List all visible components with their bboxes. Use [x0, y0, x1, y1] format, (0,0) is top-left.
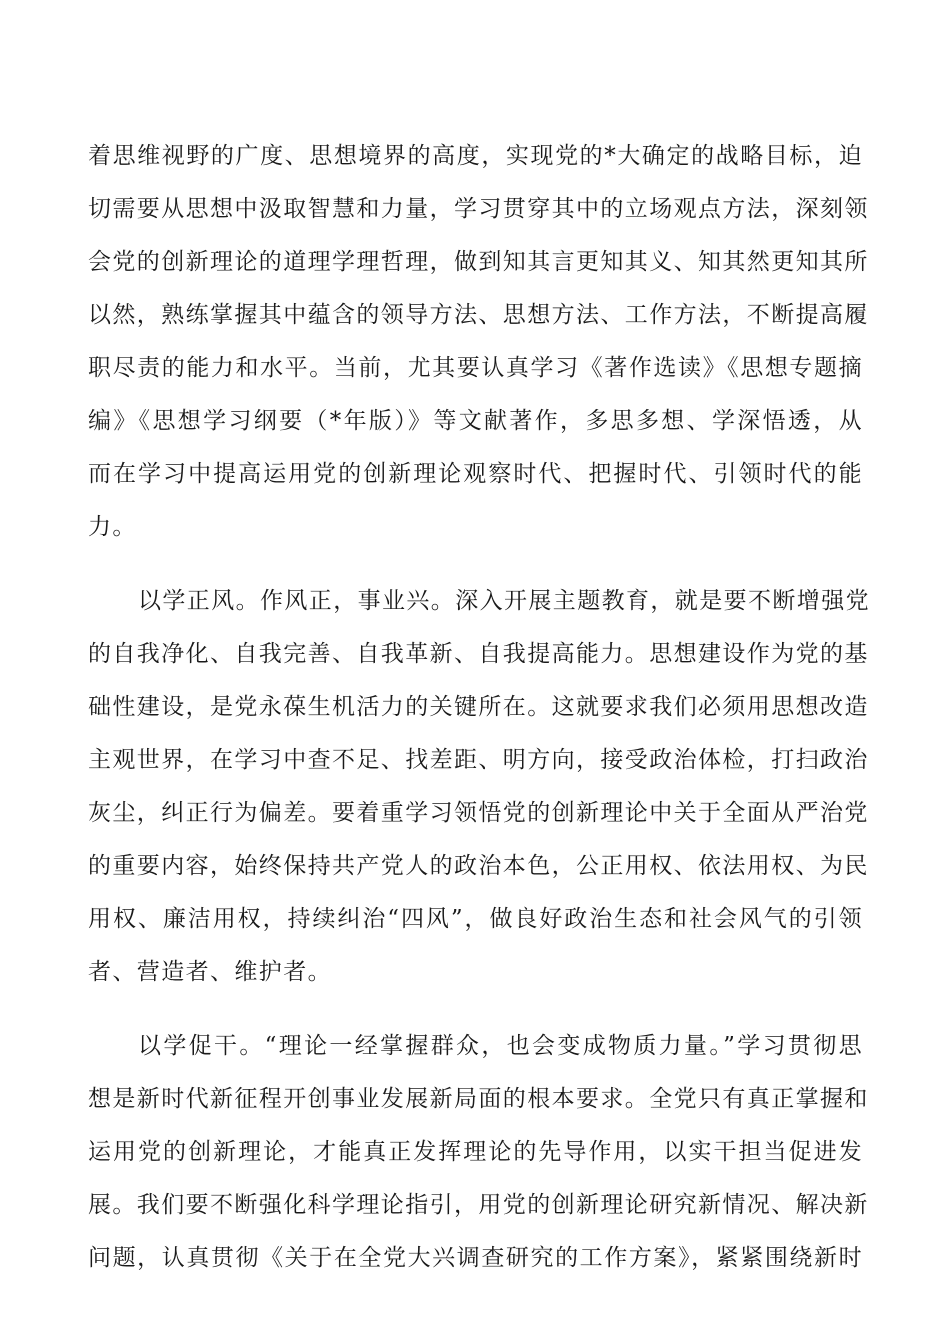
- text-line: 灰尘，纠正行为偏差。要着重学习领悟党的创新理论中关于全面从严治党: [88, 800, 869, 826]
- text-line: 运用党的创新理论，才能真正发挥理论的先导作用，以实干担当促进发: [88, 1139, 863, 1165]
- text-line: 编》《思想学习纲要（*年版）》等文献著作，多思多想、学深悟透，从: [88, 408, 863, 434]
- text-line: 职尽责的能力和水平。当前，尤其要认真学习《著作选读》《思想专题摘: [88, 355, 863, 381]
- text-line: 以学促干。“理论一经掌握群众，也会变成物质力量。”学习贯彻思: [138, 1033, 863, 1059]
- text-line: 会党的创新理论的道理学理哲理，做到知其言更知其义、知其然更知其所: [88, 249, 869, 275]
- paragraph-3: [88, 1020, 869, 1285]
- paragraph-spacer: [88, 999, 863, 1020]
- text-line: 以然，熟练掌握其中蕴含的领导方法、思想方法、工作方法，不断提高履: [88, 302, 869, 328]
- text-line: 的重要内容，始终保持共产党人的政治本色，公正用权、依法用权、为民: [88, 853, 869, 879]
- text-line: 的自我净化、自我完善、自我革新、自我提高能力。思想建设作为党的基: [88, 641, 869, 667]
- text-line: 着思维视野的广度、思想境界的高度，实现党的*大确定的战略目标，迫: [88, 143, 863, 169]
- paragraph-spacer: [88, 554, 863, 575]
- text-line: 力。: [88, 514, 137, 540]
- paragraph-2: [88, 575, 870, 999]
- text-line: 础性建设，是党永葆生机活力的关键所在。这就要求我们必须用思想改造: [88, 694, 869, 720]
- text-line: 想是新时代新征程开创事业发展新局面的根本要求。全党只有真正掌握和: [88, 1086, 869, 1112]
- text-line: 以学正风。作风正，事业兴。深入开展主题教育，就是要不断增强党: [138, 588, 870, 614]
- text-line: 者、营造者、维护者。: [88, 959, 332, 985]
- paragraph-1: [88, 130, 869, 554]
- text-line: 而在学习中提高运用党的创新理论观察时代、把握时代、引领时代的能: [88, 461, 863, 487]
- document-body: [88, 130, 870, 1285]
- text-line: 主观世界，在学习中查不足、找差距、明方向，接受政治体检，打扫政治: [88, 747, 869, 773]
- text-line: 问题，认真贯彻《关于在全党大兴调查研究的工作方案》，紧紧围绕新时: [88, 1245, 863, 1271]
- text-line: 切需要从思想中汲取智慧和力量，学习贯穿其中的立场观点方法，深刻领: [88, 196, 869, 222]
- text-line: 展。我们要不断强化科学理论指引，用党的创新理论研究新情况、解决新: [88, 1192, 869, 1218]
- text-line: 用权、廉洁用权，持续纠治“四风”，做良好政治生态和社会风气的引领: [88, 906, 863, 932]
